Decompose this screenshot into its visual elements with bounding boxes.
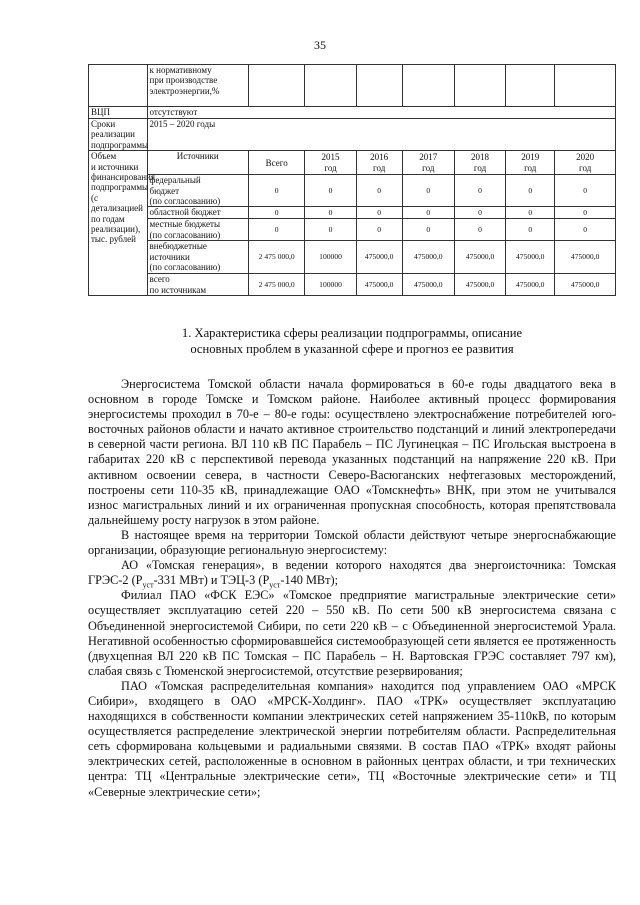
vcp-value: отсутствуют (147, 107, 615, 119)
vcp-label: ВЦП (89, 107, 148, 119)
header-year: 2016 год (356, 151, 402, 175)
source-name: федеральный бюджет (по согласованию) (147, 175, 248, 207)
subprogram-passport-table (88, 64, 616, 296)
funding-label: Объем и источники финансирования подпрограммы (с детализацией по годам реализации), тыс. рублей (89, 151, 148, 296)
header-year: 2015 год (305, 151, 356, 175)
source-name: внебюджетные источники (по согласованию) (147, 241, 248, 274)
first-row-text: к нормативному при производстве электроэнергии,% (147, 65, 248, 107)
header-year: 2019 год (506, 151, 555, 175)
page-number: 35 (314, 38, 326, 52)
header-year: 2017 год (402, 151, 454, 175)
source-name: всего по источникам (147, 274, 248, 296)
table-row-vcp (89, 107, 616, 119)
source-name: местные бюджеты (по согласованию) (147, 219, 248, 241)
source-name: областной бюджет (147, 207, 248, 219)
paragraph: ПАО «Томская распределительная компания» находится под управлением ОАО «МРСК Сибири», входящего в ОАО «МРСК-Холдинг». ПАО «ТРК» осуществляет эксплуатацию находящихся в собственности компании электрических сетей напряжением 35-110кВ, по которым осуществляется распределение электрической энергии потребителям области. Распределительная сеть сформирована кольцевыми и радиальными связями. В состав ПАО «ТРК» входят районы электрических сетей, расположенные в основном в районных центрах области, и три технических центра: ТЦ «Центральные электрические сети», ТЦ «Восточные электрические сети» и ТЦ «Северные электрические сети»; (88, 678, 616, 799)
paragraph: АО «Томская генерация», в ведении которого находятся два энергоисточника: Томская ГРЭС-2 ($Р_{уст}-331$ МВт) и ТЭЦ-3 ($Р_{уст}-140$ МВт); (88, 558, 616, 590)
table-row-local: местные бюджеты (по согласованию) 0 0 0 0 0 0 0 (89, 219, 616, 241)
table-row-terms (89, 119, 616, 151)
section-title-line1: 1. Характеристика сферы реализации подпрограммы, описание (181, 326, 523, 340)
header-year: 2020 год (555, 151, 616, 175)
header-year: 2018 год (454, 151, 505, 175)
body-text (88, 377, 616, 800)
paragraph: Энергосистема Томской области начала формироваться в 60-е годы двадцатого века в основном в городе Томске и Томском районе. Наиболее активный процесс формирования энергосистемы проходил в 70-е – 80-е годы: осуществлено электроснабжение потребителей юго-восточных районов области и начато активное строительство подстанций и линий электропередачи в северной части региона. ВЛ 110 кВ ПС Парабель – ПС Лугинецкая – ПС Игольская выстроена в габаритах 220 кВ с перспективой перевода указанных подстанций на напряжение 220 кВ. При активном освоении севера, в частности Северо-Васюганских нефтегазовых месторождений, построены сети 110-35 кВ, принадлежащие ОАО «Томскнефть» ВНК, при этом не учитывался износ магистральных линий и их ограниченная пропускная способность, которая препятствовала дальнейшему росту нагрузок в этом районе. (88, 377, 616, 527)
paragraph: Филиал ПАО «ФСК ЕЭС» «Томское предприятие магистральные электрические сети» осуществляет эксплуатацию сетей 220 – 550 кВ. По сети 500 кВ энергосистема связана с Объединенной энергосистемой Сибири, по сети 220 кВ – с Объединенной энергосистемой Урала. Негативной особенностью сформировавшейся системообразующей сети является ее протяженность (двухцепная ВЛ 220 кВ ПС Томская – ПС Парабель – Н. Вартовская ГРЭС составляет 797 км), слабая связь с Тюменской энергосистемой, отсутствие резервирования; (88, 588, 616, 678)
table-row-regional: областной бюджет 0 0 0 0 0 0 0 (89, 207, 616, 219)
terms-value: 2015 – 2020 годы (147, 119, 615, 151)
table-row (89, 65, 616, 107)
table-row-total: всего по источникам 2 475 000,0 100000 475000,0 475000,0 475000,0 475000,0 475000,0 (89, 274, 616, 296)
header-total: Всего (248, 151, 304, 175)
funding-header-row (89, 151, 616, 175)
header-sources: Источники (147, 151, 248, 175)
section-title (88, 326, 616, 357)
section-title-line2: основных проблем в указанной сфере и прогноз ее развития (190, 341, 514, 356)
table-row-federal: федеральный бюджет (по согласованию) 0 0 0 0 0 0 0 (89, 175, 616, 207)
table-row-extrabudget: внебюджетные источники (по согласованию) 2 475 000,0 100000 475000,0 475000,0 475000,0 475000,0 475000,0 (89, 241, 616, 274)
paragraph: В настоящее время на территории Томской области действуют четыре энергоснабжающие организации, образующие региональную энергосистему: (88, 527, 616, 558)
terms-label: Сроки реализации подпрограммы (89, 119, 148, 151)
